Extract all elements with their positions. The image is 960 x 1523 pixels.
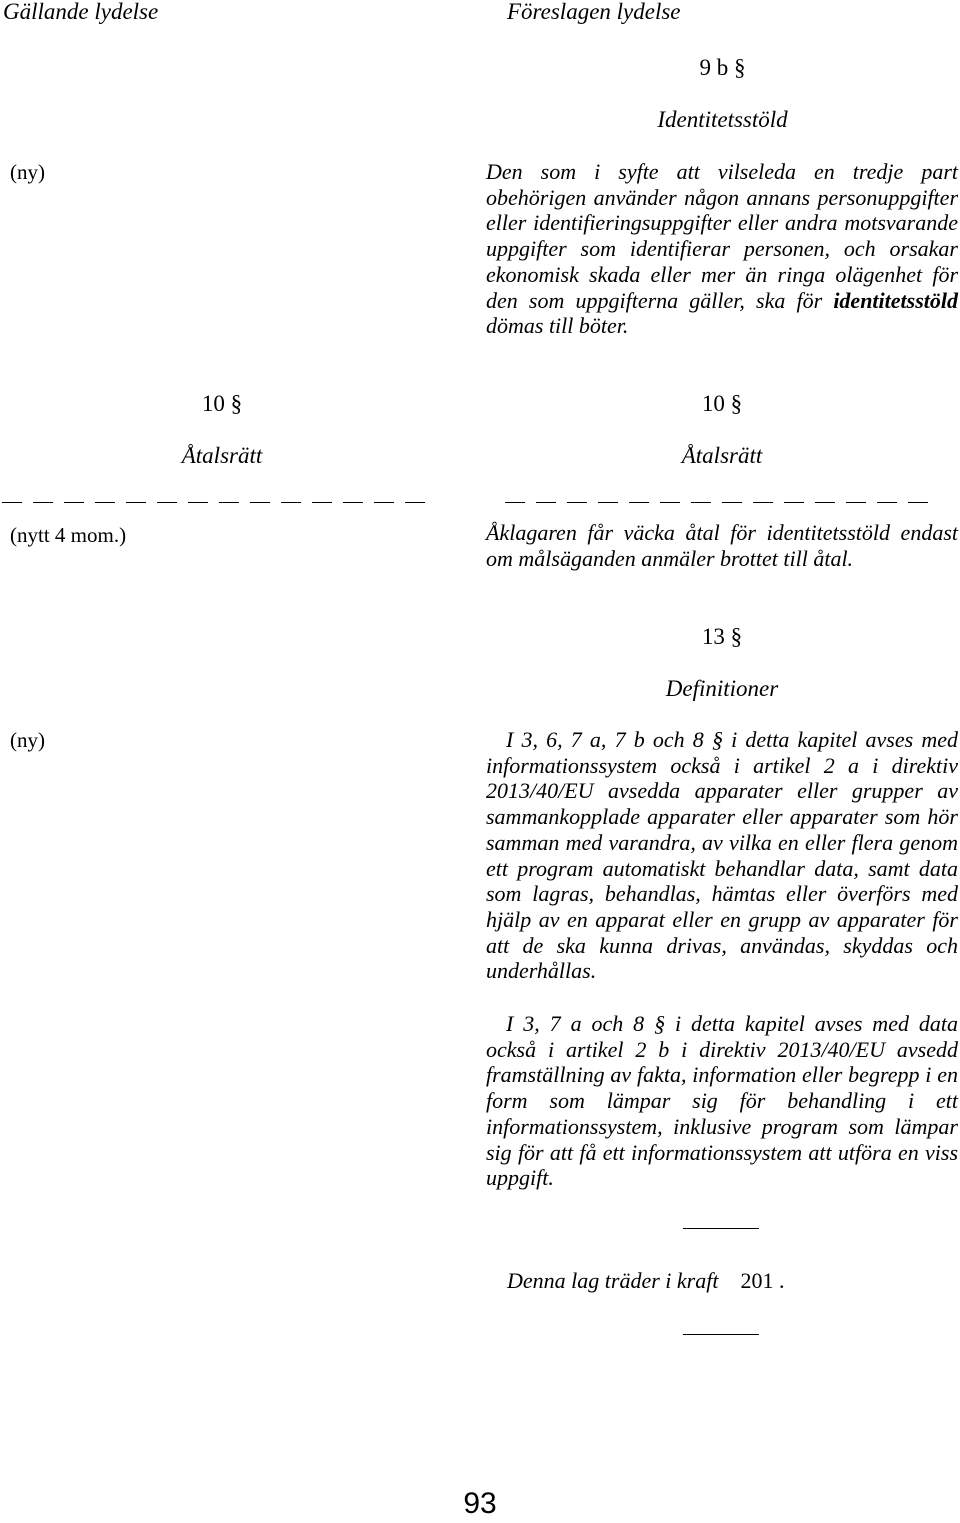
section-heading-13: Definitioner	[665, 676, 779, 701]
section-number-10-right: 10 §	[701, 391, 743, 416]
section-number-10-left: 10 §	[201, 391, 243, 416]
paragraph-13-first: I 3, 6, 7 a, 7 b och 8 § i detta kapitel avses med informationssystem också i artikel 2 a i direktiv 2013/40/EU avsedda apparater eller grupper av sammankopplade apparater eller apparater som hör samman med varandra, av vilka en eller flera genom ett program automatiskt behandlar data, samt data som lagras, behandlas, hämtas eller överförs med hjälp av en apparat eller en grupp av apparater för att de ska kunna drivas, användas, skyddas och underhållas.	[486, 727, 958, 984]
paragraph-9b	[486, 159, 958, 339]
section-heading-9b: Identitetsstöld	[657, 107, 788, 132]
paragraph-13-second: I 3, 7 a och 8 § i detta kapitel avses med data också i artikel 2 b i direktiv 2013/40/EU avsedd framställning av fakta, information eller begrepp i en form som lämpar sig för behandling i ett informationssystem, inklusive program som lämpar sig för att få ett informationssystem att utföra en viss uppgift.	[486, 1011, 958, 1191]
page-number: 93	[463, 1487, 497, 1520]
section-number-9b: 9 b §	[699, 55, 746, 80]
paragraph-9b-bold-term: identitetsstöld	[833, 287, 958, 313]
left-note-ny-1: (ny)	[10, 160, 45, 184]
left-note-ny-2: (ny)	[10, 728, 45, 752]
entry-into-force	[507, 1268, 907, 1294]
section-number-13: 13 §	[701, 624, 743, 649]
column-header-proposed: Föreslagen lydelse	[507, 0, 681, 24]
column-header-current: Gällande lydelse	[3, 0, 159, 24]
section-heading-10-right: Åtalsrätt	[681, 443, 763, 468]
section-heading-10-left: Åtalsrätt	[181, 443, 263, 468]
paragraph-10: Åklagaren får väcka åtal för identitetsstöld endast om målsäganden anmäler brottet till åtal.	[486, 520, 958, 571]
separator-line-top	[683, 1228, 759, 1229]
paragraph-9b-text-after: dömas till böter.	[486, 313, 629, 339]
omission-dashes-left	[2, 502, 425, 503]
separator-line-bottom	[683, 1334, 759, 1335]
entry-into-force-text: Denna lag träder i kraft	[507, 1268, 719, 1293]
entry-into-force-year: 201 .	[740, 1268, 785, 1293]
paragraph-9b-text-before: Den som i syfte att vilseleda en tredje part obehörigen använder någon annans personuppgifter eller identifieringsuppgifter eller andra motsvarande uppgifter som identifierar personen, och orsakar ekonomisk skada eller mer än ringa olägenhet för den som uppgifterna gäller, ska för	[486, 159, 958, 313]
omission-dashes-right	[505, 502, 928, 503]
left-note-nytt-4-mom: (nytt 4 mom.)	[10, 523, 127, 547]
